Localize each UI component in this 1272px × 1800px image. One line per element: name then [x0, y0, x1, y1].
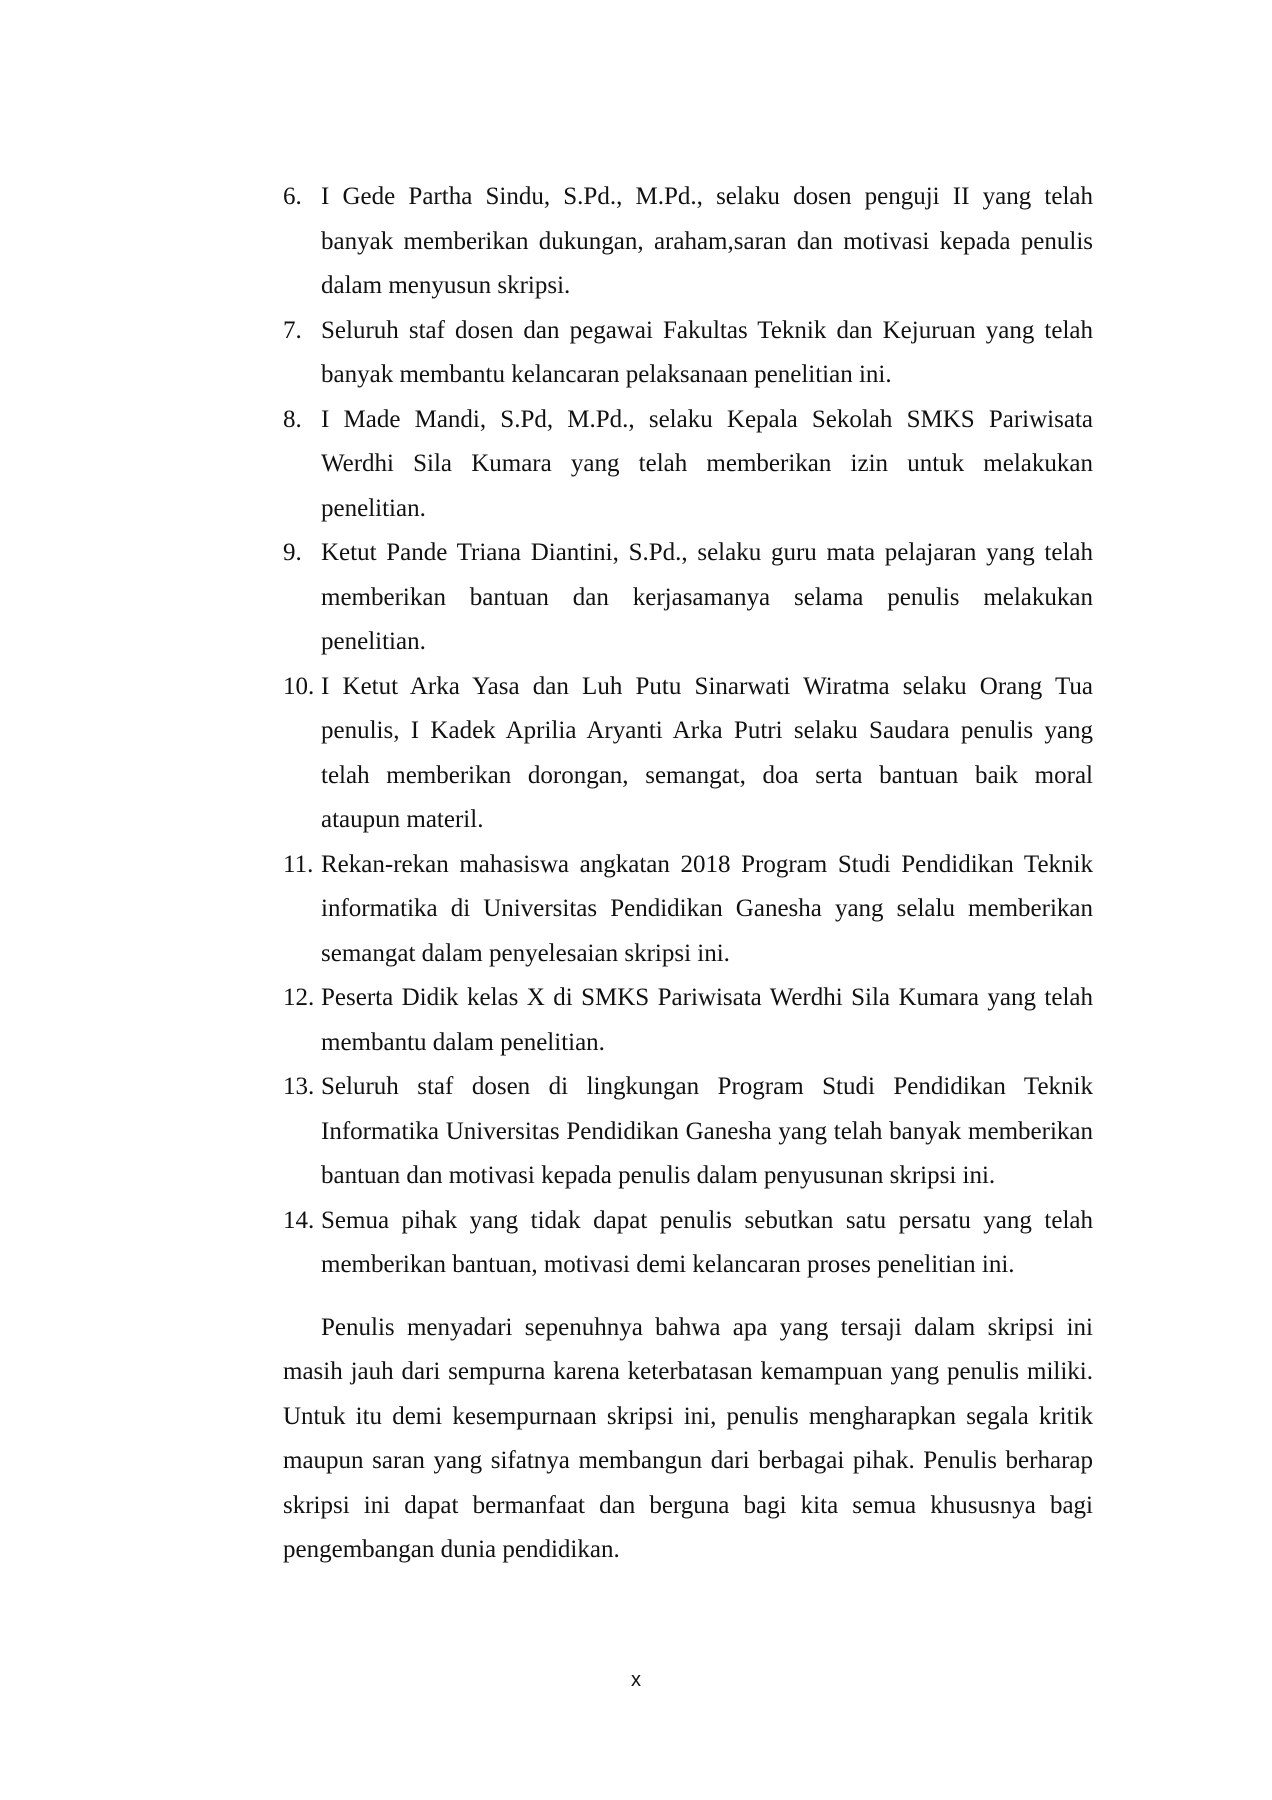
- acknowledgement-item-9: [283, 531, 1093, 665]
- item-number: 12.: [283, 984, 315, 1011]
- item-text: Rekan-rekan mahasiswa angkatan 2018 Program Studi Pendidikan Teknik informatika di Universitas Pendidikan Ganesha yang selalu memberikan semangat dalam penyelesaian skripsi ini.: [321, 850, 1093, 967]
- acknowledgement-list: [283, 175, 1093, 1288]
- item-number: 9.: [283, 539, 302, 566]
- item-number: 10.: [283, 672, 315, 700]
- item-number: 14.: [283, 1206, 315, 1234]
- acknowledgement-item-14: [283, 1199, 1093, 1288]
- item-text: Ketut Pande Triana Diantini, S.Pd., selaku guru mata pelajaran yang telah memberikan bantuan dan kerjasamanya selama penulis melakukan penelitian.: [321, 539, 1093, 655]
- item-number: 13.: [283, 1073, 315, 1100]
- acknowledgement-item-13: [283, 1065, 1093, 1199]
- item-text: I Gede Partha Sindu, S.Pd., M.Pd., selaku dosen penguji II yang telah banyak memberikan dukungan, araham,saran dan motivasi kepada penulis dalam menyusun skripsi.: [321, 183, 1093, 299]
- page-number: x: [631, 1669, 641, 1691]
- item-text: I Made Mandi, S.Pd, M.Pd., selaku Kepala Sekolah SMKS Pariwisata Werdhi Sila Kumara yang telah memberikan izin untuk melakukan penelitian.: [321, 405, 1093, 522]
- acknowledgement-item-12: [283, 976, 1093, 1065]
- item-number: 7.: [283, 316, 302, 344]
- item-number: 11.: [283, 850, 314, 878]
- item-number: 8.: [283, 405, 302, 433]
- acknowledgement-item-8: [283, 398, 1093, 532]
- acknowledgement-item-11: [283, 843, 1093, 977]
- page-content: [283, 175, 1093, 1573]
- acknowledgement-item-7: [283, 309, 1093, 398]
- item-text: Peserta Didik kelas X di SMKS Pariwisata Werdhi Sila Kumara yang telah membantu dalam penelitian.: [321, 984, 1093, 1056]
- item-number: 6.: [283, 183, 302, 210]
- item-text: Semua pihak yang tidak dapat penulis sebutkan satu persatu yang telah memberikan bantuan, motivasi demi kelancaran proses penelitian ini.: [321, 1206, 1093, 1278]
- closing-paragraph: Penulis menyadari sepenuhnya bahwa apa yang tersaji dalam skripsi ini masih jauh dari sempurna karena keterbatasan kemampuan yang penulis miliki. Untuk itu demi kesempurnaan skripsi ini, penulis mengharapkan segala kritik maupun saran yang sifatnya membangun dari berbagai pihak. Penulis berharap skripsi ini dapat bermanfaat dan berguna bagi kita semua khususnya bagi pengembangan dunia pendidikan.: [283, 1313, 1093, 1563]
- item-text: Seluruh staf dosen dan pegawai Fakultas Teknik dan Kejuruan yang telah banyak membantu kelancaran pelaksanaan penelitian ini.: [321, 316, 1093, 388]
- acknowledgement-item-10: [283, 665, 1093, 843]
- item-text: Seluruh staf dosen di lingkungan Program Studi Pendidikan Teknik Informatika Universitas Pendidikan Ganesha yang telah banyak memberikan bantuan dan motivasi kepada penulis dalam penyusunan skripsi ini.: [321, 1073, 1093, 1189]
- acknowledgement-item-6: [283, 175, 1093, 309]
- item-text: I Ketut Arka Yasa dan Luh Putu Sinarwati Wiratma selaku Orang Tua penulis, I Kadek Aprilia Aryanti Arka Putri selaku Saudara penulis yang telah memberikan dorongan, semangat, doa serta bantuan baik moral ataupun materil.: [321, 672, 1093, 833]
